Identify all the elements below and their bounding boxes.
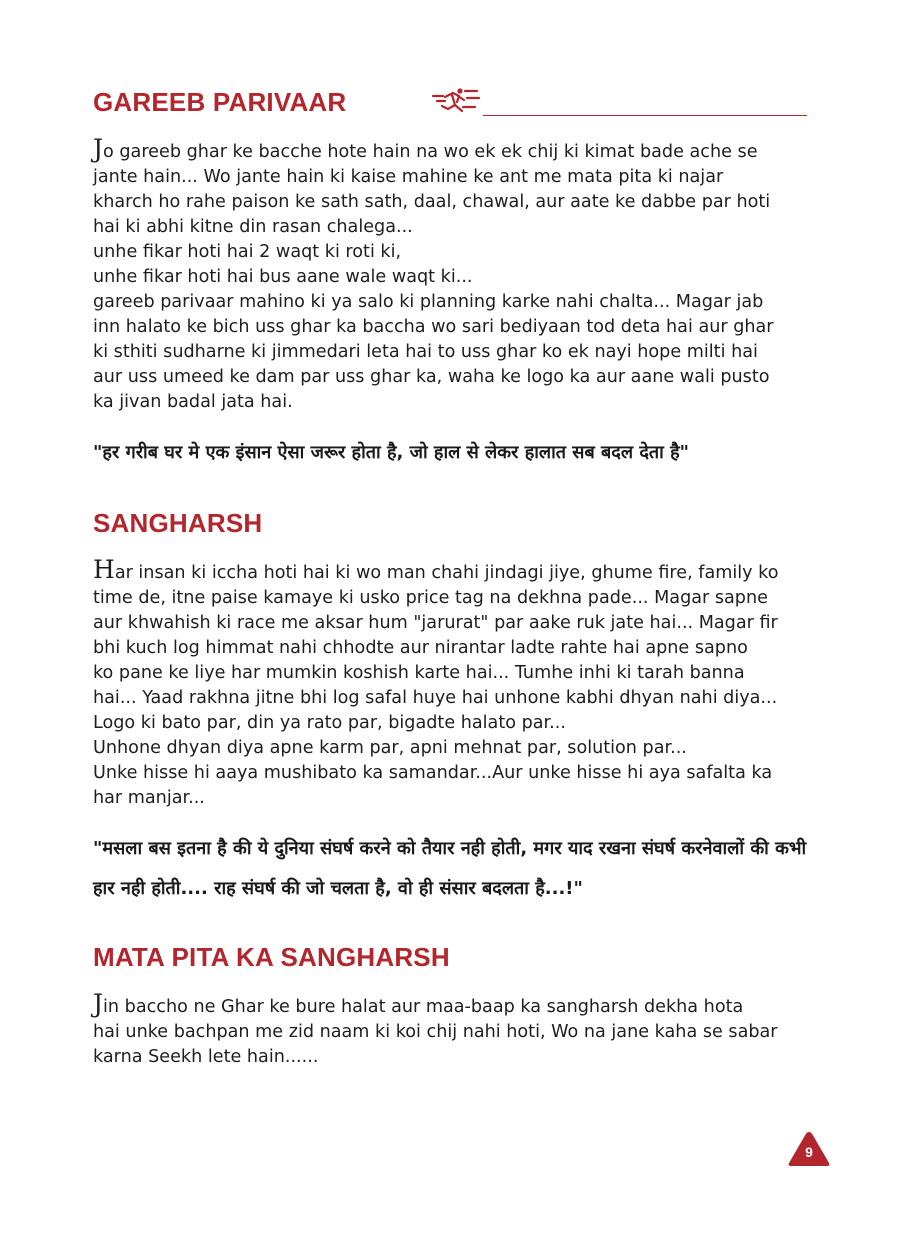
section-heading-row <box>93 937 807 977</box>
paragraph-line: aur uss umeed ke dam par uss ghar ka, waha ke logo ka aur aane wali pusto <box>93 367 770 387</box>
paragraph-line: hai unke bachpan me zid naam ki koi chij nahi hoti, Wo na jane kaha se sabar <box>93 1022 778 1042</box>
section-mata-pita-ka-sangharsh <box>93 937 807 1070</box>
paragraph-line: Unke hisse hi aaya mushibato ka samandar...Aur unke hisse hi aya safalta ka <box>93 763 773 783</box>
running-person-icon <box>431 87 483 117</box>
paragraph-line: gareeb parivaar mahino ki ya salo ki planning karke nahi chalta... Magar jab <box>93 292 764 312</box>
hindi-quote: "मसला बस इतना है की ये दुनिया संघर्ष करने को तैयार नही होती, मगर याद रखना संघर्ष करनेवालों की कभी हार नही होती.... राह संघर्ष की जो चलता है, वो ही संसार बदलता है...!" <box>93 838 807 899</box>
section-heading-row <box>93 503 807 543</box>
paragraph-line: unhe fikar hoti hai bus aane wale waqt ki... <box>93 267 473 287</box>
section-heading: GAREEB PARIVAAR <box>93 87 347 117</box>
heading-rule <box>483 115 807 117</box>
paragraph-line: o gareeb ghar ke bacche hote hain na wo ek ek chij ki kimat bade ache se <box>103 142 758 162</box>
paragraph-line: ar insan ki iccha hoti hai ki wo man chahi jindagi jiye, ghume fire, family ko <box>114 563 779 583</box>
paragraph-line: jante hain... Wo jante hain ki kaise mahine ke ant me mata pita ki najar <box>93 167 724 187</box>
paragraph-line: aur khwahish ki race me aksar hum "jarurat" par aake ruk jate hai... Magar fir <box>93 613 778 633</box>
paragraph-line: hai... Yaad rakhna jitne bhi log safal huye hai unhone kabhi dhyan nahi diya... <box>93 688 778 708</box>
paragraph-line: unhe fikar hoti hai 2 waqt ki roti ki, <box>93 242 402 262</box>
paragraph-line: in baccho ne Ghar ke bure halat aur maa-baap ka sangharsh dekha hota <box>103 997 744 1017</box>
section-paragraph <box>93 991 807 1070</box>
section-sangharsh <box>93 503 807 909</box>
paragraph-line: hai ki abhi kitne din rasan chalega... <box>93 217 413 237</box>
paragraph-line: ko pane ke liye har mumkin koshish karte hai... Tumhe inhi ki tarah banna <box>93 663 745 683</box>
section-heading: SANGHARSH <box>93 508 263 538</box>
heading-decoration <box>431 87 807 117</box>
section-gareeb-parivaar <box>93 82 807 473</box>
paragraph-line: kharch ho rahe paison ke sath sath, daal, chawal, aur aate ke dabbe par hoti <box>93 192 771 212</box>
paragraph-line: har manjar... <box>93 788 205 808</box>
paragraph-line: ka jivan badal jata hai. <box>93 392 293 412</box>
paragraph-line: inn halato ke bich uss ghar ka baccha wo sari bediyaan tod deta hai aur ghar <box>93 317 774 337</box>
section-heading: MATA PITA KA SANGHARSH <box>93 942 450 972</box>
paragraph-line: Logo ki bato par, din ya rato par, bigadte halato par... <box>93 713 566 733</box>
paragraph-line: ki sthiti sudharne ki jimmedari leta hai to uss ghar ko ek nayi hope milti hai <box>93 342 758 362</box>
paragraph-line: time de, itne paise kamaye ki usko price tag na dekhna pade... Magar sapne <box>93 588 768 608</box>
paragraph-line: Unhone dhyan diya apne karm par, apni mehnat par, solution par... <box>93 738 687 758</box>
section-paragraph <box>93 557 807 811</box>
section-paragraph <box>93 136 807 415</box>
paragraph-line: bhi kuch log himmat nahi chhodte aur nirantar ladte rahte hai apne sapno <box>93 638 748 658</box>
page-content <box>93 82 807 1070</box>
page-number: 9 <box>805 1144 813 1160</box>
drop-cap: H <box>93 555 115 584</box>
drop-cap: J <box>93 989 104 1018</box>
paragraph-line: karna Seekh lete hain...... <box>93 1047 319 1067</box>
drop-cap: J <box>93 134 104 163</box>
hindi-quote: "हर गरीब घर मे एक इंसान ऐसा जरूर होता है, जो हाल से लेकर हालात सब बदल देता है" <box>93 442 690 463</box>
section-heading-row <box>93 82 807 122</box>
